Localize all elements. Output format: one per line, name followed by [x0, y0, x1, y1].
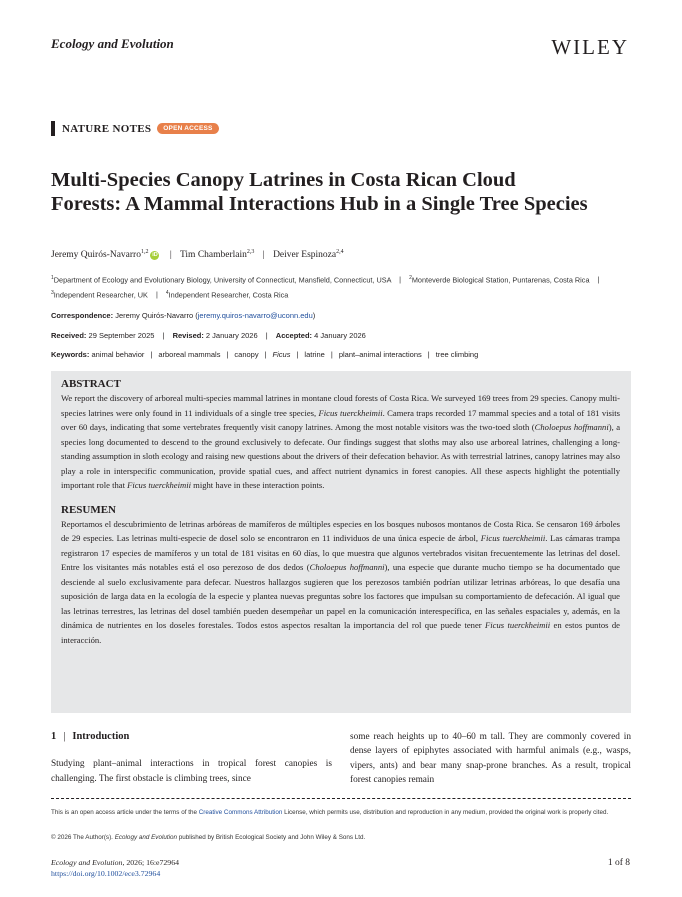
- accepted-label: Accepted:: [275, 331, 313, 340]
- section-tag: [51, 121, 219, 136]
- abstract-text: We report the discovery of arboreal multi-species mammal latrines in montane cloud forests of Costa Rica. We surveyed 169 trees from 29 species. Canopy multi-species latrines were only found in 11 individuals of a single tree species, Ficus tuerckheimii. Camera traps recorded 17 mammal species and a total of 181 visits over 60 days, indicating that some vertebrates frequently visit canopy latrines. Among the most notable visitors was the two-toed sloth (Choloepus hoffmanni), a species long documented to descend to the ground exclusively to defecate. Our findings suggest that sloths may also use arboreal latrines, challenging a long-standing assumption in sloth ecology and raising new questions about the drivers of their defecation behavior. As with terrestrial latrines, canopy latrines may also play a role in interspecific communication, provide spatial cues, and affect nutrient dynamics in forest canopies. All these aspects highlight the potentially important role that Ficus tuerckheimii might have in these interaction points.: [61, 393, 621, 490]
- author-list: [51, 249, 344, 260]
- keyword: animal behavior: [91, 350, 145, 359]
- keyword-separator: |: [150, 350, 153, 359]
- affil-separator: |: [597, 275, 600, 285]
- affil-sup: 4: [165, 289, 169, 296]
- affil-separator: |: [155, 290, 158, 300]
- doi-link[interactable]: https://doi.org/10.1002/ece3.72964: [51, 869, 161, 878]
- correspondence-name: Jeremy Quirós-Navarro: [115, 311, 194, 320]
- correspondence: Correspondence: Jeremy Quirós-Navarro (jeremy.quiros-navarro@uconn.edu): [51, 311, 316, 320]
- keyword-separator: |: [226, 350, 229, 359]
- body-text: some reach heights up to 40–60 m tall. They are commonly covered in dense layers of epiphytes associated with harmful animals (e.g., wasps, vipers, ants) and bear many snap-prone branches. As a result, tropical forest canopies remain: [350, 732, 631, 786]
- author-separator: |: [169, 250, 172, 261]
- body-column-left: [51, 730, 332, 786]
- copyright-note: © 2026 The Author(s). Ecology and Evolution published by British Ecological Society and John Wiley & Sons Ltd.: [51, 834, 366, 841]
- abstract-box: [51, 371, 631, 713]
- article-title: Multi-Species Canopy Latrines in Costa Rican Cloud Forests: A Mammal Interactions Hub in a Single Tree Species: [51, 169, 588, 215]
- section-label: NATURE NOTES: [62, 122, 152, 135]
- author-name[interactable]: Jeremy Quirós-Navarro: [51, 250, 141, 261]
- affil-sup: 3: [51, 289, 54, 296]
- keywords: [51, 350, 478, 359]
- affil-sup: 2: [409, 275, 412, 281]
- author-name[interactable]: Tim Chamberlain: [179, 250, 247, 261]
- open-access-badge: OPEN ACCESS: [157, 123, 218, 134]
- keywords-label: Keywords:: [51, 350, 90, 359]
- journal-name: Ecology and Evolution: [51, 36, 174, 51]
- publisher-logo: WILEY: [551, 35, 629, 59]
- author-affil-sup: 1,2: [140, 249, 149, 255]
- section-heading-introduction: 1 | Introduction: [51, 731, 130, 742]
- received-date: 29 September 2025: [88, 331, 155, 340]
- affil-sup: 1: [51, 275, 54, 281]
- keyword-separator: |: [296, 350, 299, 359]
- correspondence-email-link[interactable]: jeremy.quiros-navarro@uconn.edu: [197, 311, 313, 320]
- footer-citation: [51, 857, 179, 879]
- author-separator: |: [262, 250, 265, 261]
- affiliations: [51, 272, 631, 302]
- keyword: arboreal mammals: [158, 350, 221, 359]
- article-dates: [51, 331, 366, 340]
- author-name[interactable]: Deiver Espinoza: [273, 250, 337, 261]
- date-separator: |: [265, 331, 268, 340]
- keyword: plant–animal interactions: [338, 350, 422, 359]
- keyword-separator: |: [330, 350, 333, 359]
- affiliation: Independent Researcher, UK: [53, 290, 148, 300]
- keyword: tree climbing: [435, 350, 479, 359]
- page-number: 1 of 8: [607, 858, 630, 868]
- section-bar: [51, 121, 55, 136]
- resumen-text: Reportamos el descubrimiento de letrinas arbóreas de mamíferos de múltiples especies en los bosques nubosos montanos de Costa Rica. Se censaron 169 árboles de 29 especies. Las letrinas multi-especie de dosel solo se encontraron en 11 individuos de una única especie de árbol, Ficus tuerckheimii. Las cámaras trampa registraron 17 especies de mamíferos y un total de 181 visitas en 60 días, lo que muestra que algunos vertebrados visitan frecuentemente las letrinas del dosel. Entre los visitantes más notables está el oso perezoso de dos dedos (Choloepus hoffmanni), una especie que durante mucho tiempo se ha documentado que desciende al suelo exclusivamente para defecar. Nuestros hallazgos sugieren que los perezosos también podrían utilizar letrinas arbóreas, lo que desafía una suposición de larga data en la ecología de la especie y plantea nuevas preguntas sobre los factores que impulsan su comportamiento de defecación. Al igual que las letrinas terrestres, las letrinas del dosel también pueden desempeñar un papel en la comunicación interespecífica, en las señales espaciales y, además, en la dinámica de nutrientes en los doseles forestales. Todos estos aspectos resaltan la importancia del rol que puede tener Ficus tuerckheimii en estos puntos de interacción.: [61, 518, 620, 645]
- keyword: canopy: [234, 350, 259, 359]
- footer-journal: Ecology and Evolution: [51, 858, 123, 867]
- affiliation: Department of Ecology and Evolutionary Biology, University of Connecticut, Mansfield, Connecticut, USA: [53, 275, 392, 285]
- author-affil-sup: 2,3: [246, 249, 255, 255]
- affiliation: Independent Researcher, Costa Rica: [168, 290, 289, 300]
- footnote-divider: [51, 798, 631, 799]
- footer-volume: , 2026; 16:e72964: [122, 858, 179, 867]
- author-affil-sup: 2,4: [336, 249, 344, 255]
- received-label: Received:: [51, 331, 87, 340]
- license-link[interactable]: Creative Commons Attribution: [198, 809, 283, 816]
- body-text: Studying plant–animal interactions in tropical forest canopies is challenging. The first obstacle is climbing trees, since: [51, 759, 332, 784]
- orcid-icon[interactable]: iD: [152, 252, 158, 259]
- affil-separator: |: [399, 275, 402, 285]
- accepted-date: 4 January 2026: [314, 331, 366, 340]
- abstract-heading: ABSTRACT: [61, 378, 121, 390]
- keyword: latrine: [304, 350, 325, 359]
- keyword: Ficus: [272, 350, 291, 359]
- resumen-heading: RESUMEN: [61, 503, 117, 516]
- correspondence-label: Correspondence:: [51, 311, 114, 320]
- body-column-right: [350, 730, 631, 788]
- revised-label: Revised:: [172, 331, 204, 340]
- keyword-separator: |: [264, 350, 267, 359]
- keyword-separator: |: [427, 350, 430, 359]
- revised-date: 2 January 2026: [205, 331, 258, 340]
- affiliation: Monteverde Biological Station, Puntarenas, Costa Rica: [411, 275, 590, 285]
- date-separator: |: [162, 331, 165, 340]
- license-note: This is an open access article under the terms of the Creative Commons Attribution License, which permits use, distribution and reproduction in any medium, provided the original work is properly cited.: [51, 809, 609, 816]
